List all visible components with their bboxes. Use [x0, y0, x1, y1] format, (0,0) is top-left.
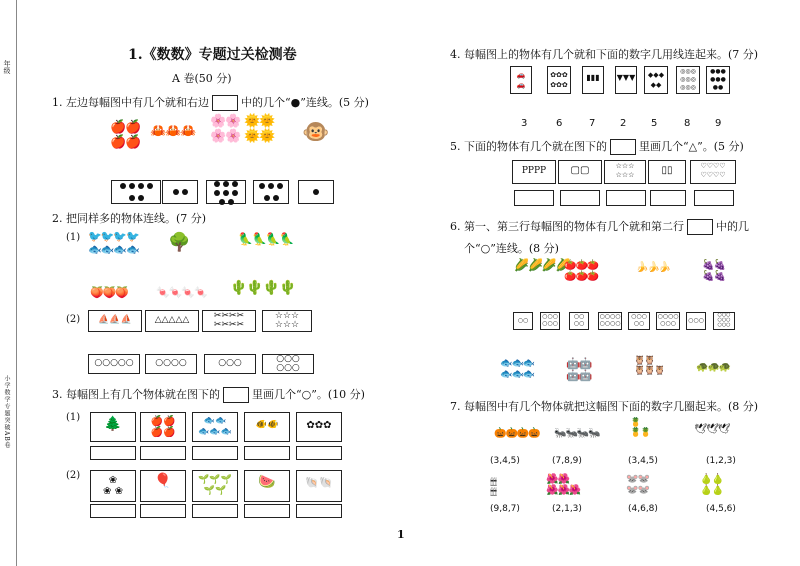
stars-card: ☆☆☆ ☆☆☆: [262, 310, 312, 332]
cactus-group-icon: 🌵🌵🌵🌵: [230, 280, 296, 296]
number-label: 3: [521, 118, 528, 129]
number-label: 7: [589, 118, 596, 129]
page-number: 1: [397, 528, 405, 541]
answer-blank: [212, 95, 238, 111]
answer-box[interactable]: [244, 504, 290, 518]
cars-picture: 🚗 🚗: [510, 66, 532, 94]
dot-card-5: [253, 180, 289, 204]
circle-card-4: ○○ ○○: [569, 312, 589, 330]
question-3-text-b: 里画几个“○”。(10 分): [252, 388, 365, 401]
number-choices: (9,8,7): [490, 504, 520, 514]
bananas-icon: 🍌🍌🍌: [636, 262, 671, 273]
stars-picture: ☆☆☆ ☆☆☆: [604, 160, 646, 184]
pineapples-icon: 🍍 🍍🍍: [630, 418, 651, 438]
tools-card: ✂✂✂✂ ✂✂✂✂: [202, 310, 256, 332]
circle-card-7: ○○○○ ○○○: [656, 312, 680, 330]
flowers-picture-box: ❀ ❀ ❀: [90, 470, 136, 502]
flowers-icon: 🌺🌺 🌺🌺🌺: [546, 474, 581, 496]
circle-card-2: ○○: [513, 312, 533, 330]
parrot-group-icon: 🦜🦜🦜🦜: [238, 232, 294, 246]
number-label: 5: [651, 118, 658, 129]
crab-group-icon: 🦀🦀🦀: [150, 124, 196, 139]
part-1-label: (1): [66, 412, 81, 423]
dot-card-8: [206, 180, 246, 204]
number-label: 6: [556, 118, 563, 129]
answer-box[interactable]: [296, 504, 342, 518]
cups-picture: ▯▯: [648, 160, 686, 184]
monkey-face-icon: 🐵: [302, 120, 329, 145]
section-subtitle: A 卷(50 分): [172, 72, 232, 85]
question-2: 2. 把同样多的物体连线。(7 分): [52, 212, 207, 225]
number-label: 9: [715, 118, 722, 129]
flower-group-icon: 🌸🌸 🌸🌸: [210, 114, 241, 144]
boats-card: ⛵⛵⛵: [88, 310, 142, 332]
answer-box[interactable]: [514, 190, 554, 206]
question-1-text-b: 中的几个“●”连线。(5 分): [241, 96, 369, 109]
ducks-icon: 🕊🕊🕊: [694, 424, 730, 435]
answer-box[interactable]: [606, 190, 646, 206]
question-4: 4. 每幅图上的物体有几个就和下面的数字几用线连起来。(7 分): [450, 48, 759, 61]
number-label: 8: [684, 118, 691, 129]
question-1-text-a: 1. 左边每幅图中有几个就和右边: [52, 96, 209, 109]
pears-icon: 🍐🍐 🍐🍐: [700, 474, 723, 496]
part-1-label: (1): [66, 232, 81, 243]
bird-group-icon: 🐦🐦🐦🐦 🐟🐟🐟🐟: [88, 230, 139, 256]
number-choices: (3,4,5): [628, 456, 658, 466]
question-5-text-b: 里画几个“△”。(5 分): [639, 140, 744, 153]
page-title: 1.《数数》专题过关检测卷: [128, 47, 297, 63]
question-3: [52, 386, 365, 403]
number-choices: (7,8,9): [552, 456, 582, 466]
answer-blank: [223, 387, 249, 403]
tree-picture-box: 🌲: [90, 412, 136, 442]
candles-icon: 🕯🕯🕯🕯 🕯🕯🕯🕯: [490, 478, 497, 498]
answer-box[interactable]: [140, 504, 186, 518]
question-7: 7. 每幅图中有几个物体就把这幅图下面的数字几圈起来。(8 分): [450, 400, 759, 413]
part-2-label: (2): [66, 470, 81, 481]
number-label: 2: [620, 118, 627, 129]
circle-card-6: ○○○ ○○○: [540, 312, 560, 330]
flags-picture: PPPP: [512, 160, 556, 184]
dot-card-6: [111, 180, 161, 204]
peach-group-icon: 🍑🍑🍑: [90, 286, 129, 299]
question-6-text-a: 6. 第一、第三行每幅图的物体有几个就和第二行: [450, 220, 684, 233]
triangles-card: △△△△△: [145, 310, 199, 332]
answer-box[interactable]: [244, 446, 290, 460]
spine-series-label: 小学数学专题突破AB卷: [3, 375, 10, 449]
circle-card-8: ○○○○ ○○○○: [598, 312, 622, 330]
candy-group-icon: 🍬🍬🍬🍬: [156, 286, 207, 299]
shells-picture-box: 🐚🐚: [296, 470, 342, 502]
number-choices: (4,6,8): [628, 504, 658, 514]
circle-card-3: ○○○: [686, 312, 706, 330]
tomato-group-icon: 🍅🍅🍅 🍅🍅🍅: [564, 260, 599, 282]
answer-box[interactable]: [90, 446, 136, 460]
fish-picture-box: 🐟🐟 🐟🐟🐟: [192, 412, 238, 442]
answer-box[interactable]: [192, 504, 238, 518]
kites-picture: ◆◆◆ ◆◆: [644, 66, 668, 94]
balls-picture: ●●● ●●● ●●: [706, 66, 730, 94]
question-6-line-2: 个“○”连线。(8 分): [464, 242, 559, 255]
answer-box[interactable]: [192, 446, 238, 460]
number-choices: (3,4,5): [490, 456, 520, 466]
cubes-picture: ▢▢: [558, 160, 602, 184]
corn-group-icon: 🌽🌽🌽🌽: [514, 258, 570, 272]
answer-box[interactable]: [650, 190, 686, 206]
tree-cluster-icon: 🌳: [168, 232, 190, 253]
bottles-picture: ▮▮▮: [582, 66, 604, 94]
question-6: [450, 218, 749, 235]
balloon-picture-box: 🎈: [140, 470, 186, 502]
answer-blank: [610, 139, 636, 155]
number-choices: (2,1,3): [552, 504, 582, 514]
flowers-picture-box: ✿✿✿: [296, 412, 342, 442]
fish-school-icon: 🐟🐟🐟 🐟🐟🐟: [500, 358, 535, 380]
answer-box[interactable]: [296, 446, 342, 460]
question-1: [52, 94, 369, 111]
ants-icon: 🐜🐜🐜🐜: [554, 428, 600, 439]
circle-card-9: ○○○ ○○○ ○○○: [713, 312, 735, 330]
fish-small-picture-box: 🐠🐠: [244, 412, 290, 442]
circle-card-5: ○○○ ○○: [628, 312, 650, 330]
turtles-icon: 🐢🐢🐢: [696, 362, 731, 373]
answer-box[interactable]: [90, 504, 136, 518]
owls-icon: 🦉🦉 🦉🦉🦉: [634, 356, 665, 376]
question-5: [450, 138, 744, 155]
question-6-text-b: 中的几: [716, 220, 749, 233]
answer-box[interactable]: [140, 446, 186, 460]
answer-box[interactable]: [560, 190, 600, 206]
flowers-picture: ✿✿✿ ✿✿✿: [547, 66, 571, 94]
watermelon-picture-box: 🍉: [244, 470, 290, 502]
lanterns-picture: ◎◎◎ ◎◎◎ ◎◎◎: [676, 66, 700, 94]
sun-group-icon: 🌞🌞 🌞🌞: [244, 114, 275, 144]
circle-card-6: ○○○ ○○○: [262, 354, 314, 374]
number-choices: (1,2,3): [706, 456, 736, 466]
apple-group-icon: 🍎🍎 🍎🍎: [110, 120, 141, 150]
robots-icon: 🤖🤖 🤖🤖: [566, 357, 592, 382]
pumpkins-icon: 🎃🎃🎃🎃: [494, 428, 540, 439]
icecream-picture: ▼▼▼: [615, 66, 637, 94]
circle-card-4: ○○○○: [145, 354, 197, 374]
circle-card-3: ○○○: [204, 354, 256, 374]
number-choices: (4,5,6): [706, 504, 736, 514]
answer-box[interactable]: [694, 190, 734, 206]
answer-blank: [687, 219, 713, 235]
spine-grade-label: 年级: [3, 60, 11, 74]
dot-card-2: [162, 180, 198, 204]
part-2-label: (2): [66, 314, 81, 325]
binding-spine: [0, 0, 17, 566]
question-3-text-a: 3. 每幅图上有几个物体就在图下的: [52, 388, 220, 401]
grapes-group-icon: 🍇🍇 🍇🍇: [702, 260, 725, 282]
apples-picture-box: 🍎🍎 🍎🍎: [140, 412, 186, 442]
circle-card-5: ○○○○○: [88, 354, 140, 374]
plants-picture-box: 🌱🌱🌱 🌱🌱: [192, 470, 238, 502]
dot-card-1: [298, 180, 334, 204]
hearts-picture: ♡♡♡♡ ♡♡♡♡: [690, 160, 736, 184]
mice-icon: 🐭🐭 🐭🐭: [626, 474, 649, 496]
question-5-text-a: 5. 下面的物体有几个就在图下的: [450, 140, 607, 153]
